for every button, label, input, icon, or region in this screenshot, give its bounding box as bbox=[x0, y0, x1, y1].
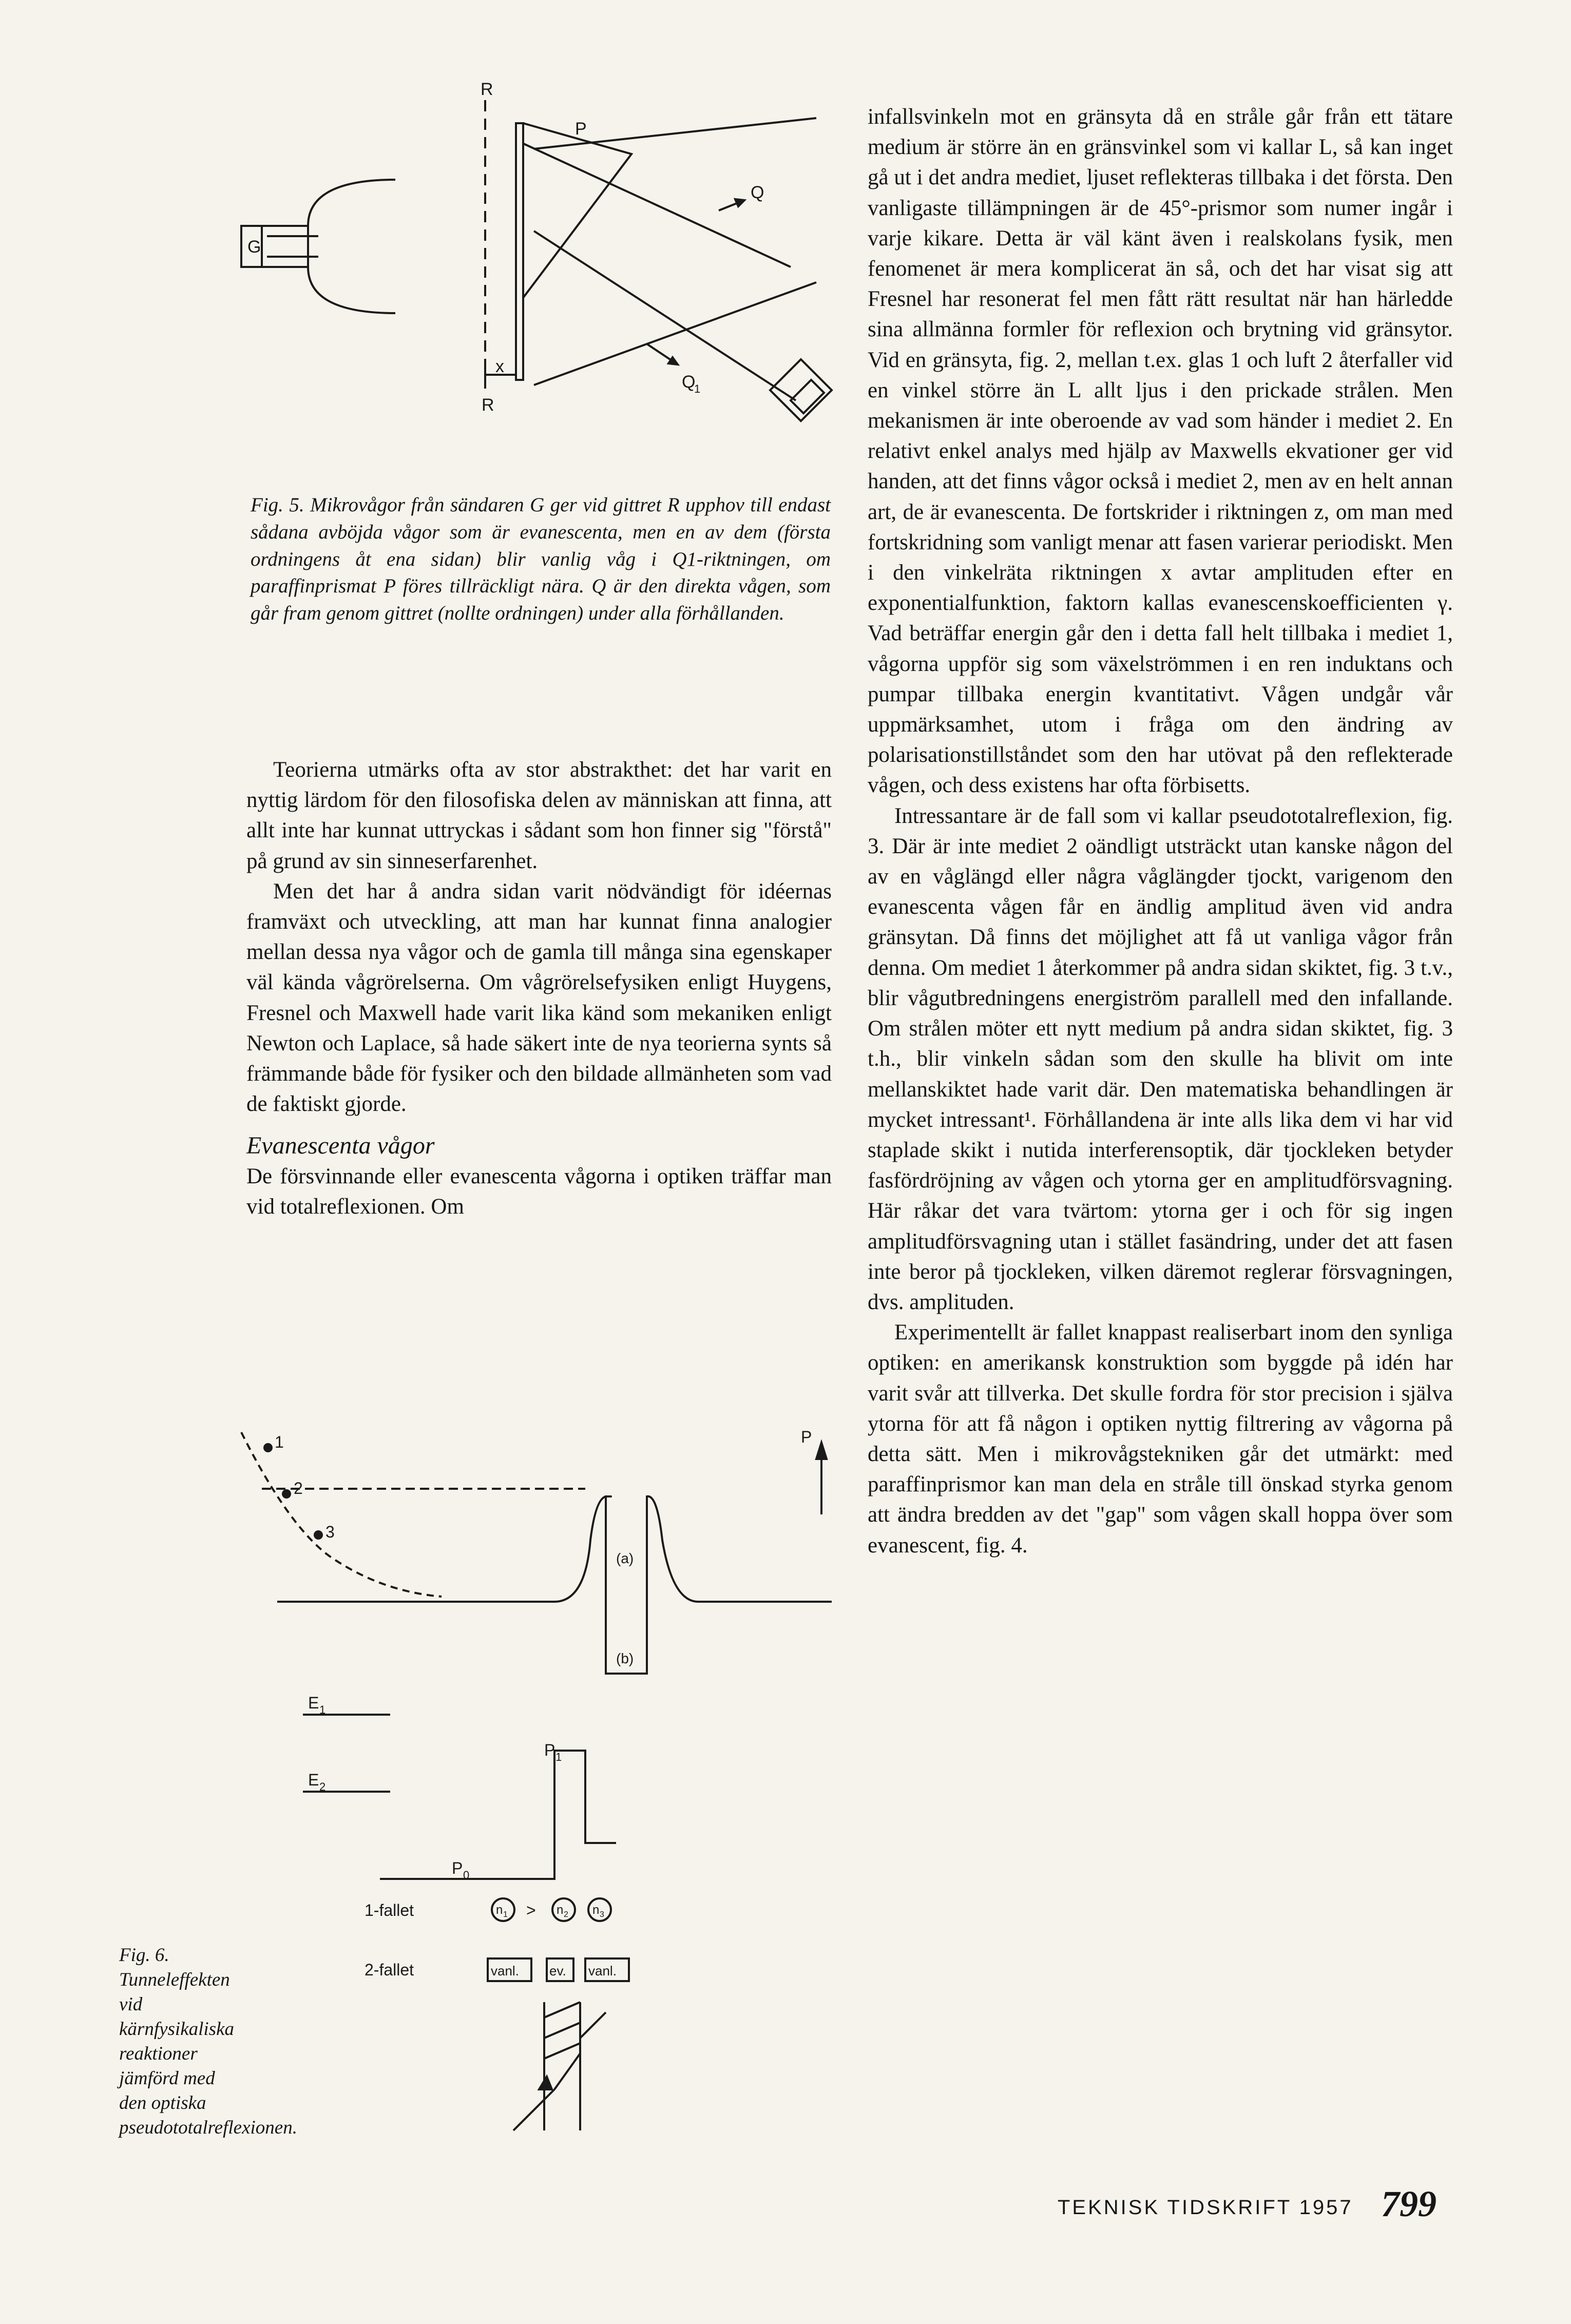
fig6-label-Pr0-sub: 0 bbox=[463, 1869, 470, 1881]
fig6-label-E2: E bbox=[308, 1771, 319, 1789]
fig6-label-2: 2 bbox=[294, 1479, 303, 1497]
right-paragraph-2: Intressantare är de fall som vi kallar pseudototalreflexion, fig. 3. Där är inte mediet 2 oändligt utsträckt utan kanske någon del av en våglängd eller några våglängder tjockt, varigenom den evanescenta vågen får en ändlig amplitud även vid andra gränsytan. Då finns det möjlighet att få ut vanliga vågor från denna. Om mediet 1 återkommer på andra sidan skiktet, fig. 3 t.v., blir vågutbredningens energiström parallell med den infallande. Om strålen möter ett nytt medium på andra sidan skiktet, fig. 3 t.h., blir vinkeln sådan som den skulle ha blivit om inte mellanskiktet hade varit där. Den matematiska behandlingen är mycket intressant¹. Förhållandena är inte alls lika dem vi har vid staplade skikt i nutida interferensoptik, där tjockleken betyder fasfördröjning av vågen och ytorna ger en amplitudförsvagning. Här råkar det vara tvärtom: ytorna ger i och för sig ingen amplitudförsvagning utan i stället fasändring, under det att fasen inte beror på tjockleken, vilken däremot reglerar försvagningen, dvs. amplituden. bbox=[868, 803, 1453, 1314]
fig6-box-vanl-2: vanl. bbox=[588, 1963, 617, 1979]
fig6-label-case1: 1-fallet bbox=[365, 1901, 414, 1919]
right-column bbox=[868, 102, 1453, 1561]
left-column bbox=[246, 755, 832, 1222]
fig5-label-G: G bbox=[247, 237, 261, 257]
section-heading-evanescenta: Evanescenta vågor bbox=[246, 1132, 435, 1160]
fig6-label-E2-sub: 2 bbox=[319, 1780, 326, 1793]
figure-5-diagram bbox=[226, 72, 842, 472]
fig5-label-Q: Q bbox=[751, 183, 764, 202]
figure-6-caption: Fig. 6. Tunneleffekten vid kärnfysikaliska reaktioner jämförd med den optiska pseudototalreflexionen. bbox=[119, 1945, 297, 2138]
fig6-label-Pr0: P bbox=[452, 1859, 463, 1877]
figure-5-caption: Fig. 5. Mikrovågor från sändaren G ger vid gittret R upphov till endast sådana avböjda vågor som är evanescenta, men en av dem (första ordningens åt ena sidan) blir vanlig våg i Q1-riktningen, om paraffinprismat P föres tillräckligt nära. Q är den direkta vågen, som går fram genom gittret (nollte ordningen) under alla förhållanden. bbox=[251, 494, 831, 625]
fig5-label-R-bottom: R bbox=[482, 395, 494, 415]
left-paragraph-1: Teorierna utmärks ofta av stor abstrakthet: det har varit en nyttig lärdom för den filosofiska delen av människan att finna, att allt inte har kunnat uttryckas i sådant som hon finner sig "förstå" på grund av sin sinneserfarenhet. bbox=[246, 758, 832, 873]
figure-6-diagram bbox=[226, 1422, 842, 2141]
fig6-label-n1: n bbox=[496, 1903, 503, 1917]
fig6-box-ev: ev. bbox=[549, 1963, 566, 1979]
fig6-label-1: 1 bbox=[275, 1433, 284, 1451]
fig6-label-n3-sub: 3 bbox=[600, 1910, 604, 1919]
fig6-label-n3: n bbox=[592, 1903, 600, 1917]
left-paragraph-3: De försvinnande eller evanescenta vågorna i optiken träffar man vid totalreflexionen. Om bbox=[246, 1164, 832, 1219]
left-paragraph-2: Men det har å andra sidan varit nödvändigt för idéernas framväxt och utveckling, att man har kunnat finna analogier mellan dessa nya vågor och de gamla till många sina egenskaper väl kända vågrörelserna. Om vågrörelsefysiken enligt Huygens, Fresnel och Maxwell hade varit lika känd som mekaniken enligt Newton och Laplace, så hade säkert inte de nya teorierna synts så främmande både för fysiker och den bildade allmänheten som vad de faktiskt gjorde. bbox=[246, 879, 832, 1117]
fig6-label-case2: 2-fallet bbox=[365, 1961, 414, 1979]
fig6-label-P: P bbox=[801, 1428, 812, 1446]
fig5-label-Q1-sub: 1 bbox=[694, 382, 701, 395]
page-number: 799 bbox=[1381, 2183, 1436, 2224]
fig6-label-n1-sub: 1 bbox=[503, 1910, 508, 1919]
fig6-label-n2-sub: 2 bbox=[564, 1910, 568, 1919]
fig5-label-x: x bbox=[495, 357, 504, 376]
fig5-label-R-top: R bbox=[481, 80, 493, 99]
right-paragraph-3: Experimentellt är fallet knappast realiserbart inom den synliga optiken: en amerikansk konstruktion som byggde på idén har varit svår att tillverka. Det skulle fordra för stor precision i själva ytorna för att få någon i optiken nyttig filtrering av vågorna på detta sätt. Men i mikrovågstekniken går det utmärkt: med paraffinprismor kan man dela en stråle till önskad styrka genom att ändra bredden av det "gap" som vågen skall hoppa över som evanescent, fig. 4. bbox=[868, 1320, 1453, 1558]
fig6-label-E1-sub: 1 bbox=[319, 1703, 326, 1716]
fig6-label-3: 3 bbox=[325, 1523, 335, 1541]
fig6-label-Pr1-sub: 1 bbox=[555, 1751, 562, 1763]
fig6-label-Pr1: P bbox=[544, 1741, 555, 1759]
right-paragraph-1: infallsvinkeln mot en gränsyta då en stråle går från ett tätare medium är större än en gränsvinkel som vi kallar L, så kan inget gå ut i det andra mediet, ljuset reflekteras tillbaka i det första. Den vanligaste tillämpningen är de 45°-prismor som numer ingår i varje kikare. Detta är väl känt även i realskolans fysik, men fenomenet är mera komplicerat än så, och det har visat sig att Fresnel har resonerat fel men fått rätt resultat när han härledde sina allmänna formler för reflexion och brytning vid gränsytor. Vid en gränsyta, fig. 2, mellan t.ex. glas 1 och luft 2 återfaller vid en vinkel större än L allt ljus i den prickade strålen. Men mekanismen är inte oberoende av vad som händer i mediet 2. En relativt enkel analys med hjälp av Maxwells ekvationer ger vid handen, att det finns vågor också i mediet 2, men av en helt annan art, de är evanescenta. De fortskrider i riktningen z, om man med fortskridning som vanligt menar att fasen varierar periodiskt. Men i den vinkelräta riktningen x avtar amplituden efter en exponentialfunktion, faktorn kallas evanescenskoefficienten γ. Vad beträffar energin går den i detta fall helt tillbaka i mediet 1, vågorna uppför sig som växelströmmen i en ren induktans och pumpar tillbaka energin kvantitativt. Vågen undgår vår uppmärksamhet, utom i fråga om den ändring av polarisationstillståndet som den har utövat på den reflekterade vågen, och dess existens har ofta förbisetts. bbox=[868, 105, 1453, 798]
journal-footer: TEKNISK TIDSKRIFT 1957 bbox=[1058, 2196, 1353, 2219]
fig5-label-Q1: Q bbox=[682, 372, 696, 392]
fig6-label-a: (a) bbox=[616, 1550, 634, 1566]
fig6-label-E1: E bbox=[308, 1694, 319, 1712]
fig6-box-vanl-1: vanl. bbox=[491, 1963, 519, 1979]
fig6-label-n2: n bbox=[557, 1903, 564, 1917]
fig6-label-b: (b) bbox=[616, 1650, 634, 1666]
fig6-label-gt: > bbox=[526, 1901, 536, 1919]
fig5-label-P: P bbox=[575, 119, 587, 139]
